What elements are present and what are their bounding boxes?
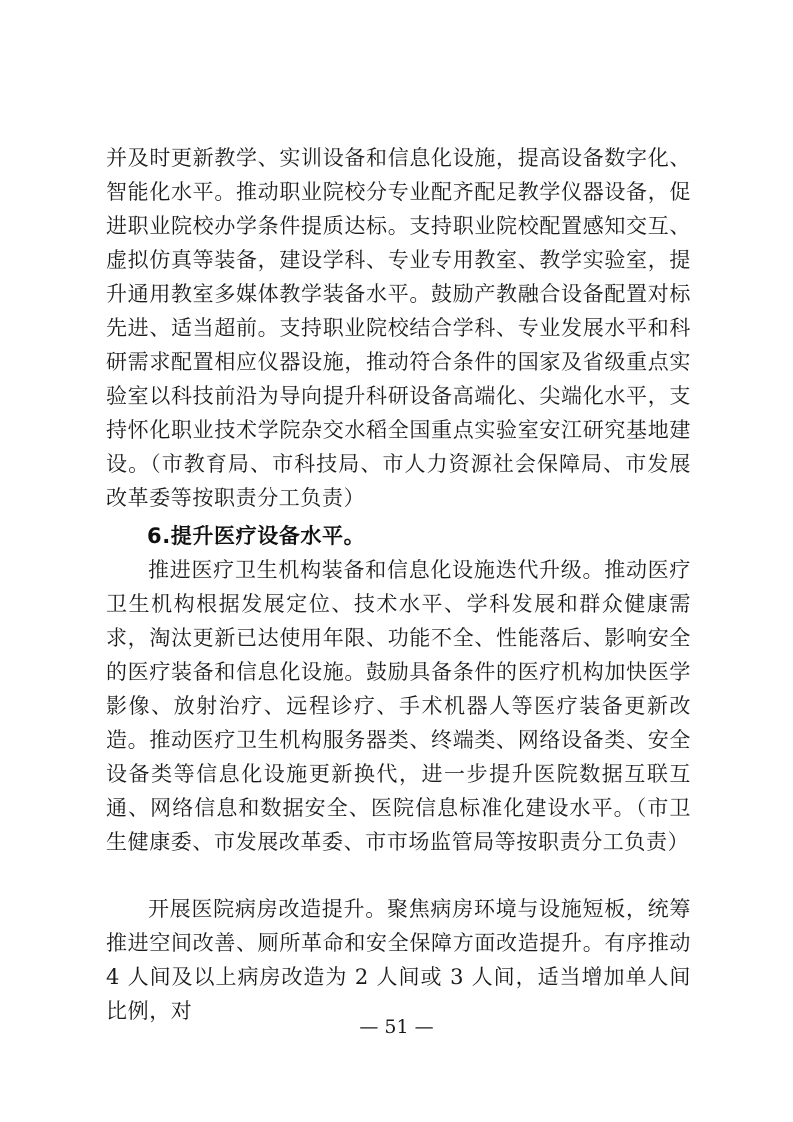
ward-renovation-paragraph: 开展医院病房改造提升。聚焦病房环境与设施短板，统筹推进空间改善、厕所革命和安全保障方面改造提升。有序推动 4 人间及以上病房改造为 2 人间或 3 人间，适当增加单人间比例，对 <box>106 897 691 1023</box>
section-heading: 6.提升医疗设备水平。 <box>147 524 366 548</box>
medical-equipment-paragraph: 推进医疗卫生机构装备和信息化设施迭代升级。推动医疗卫生机构根据发展定位、技术水平、学科发展和群众健康需求，淘汰更新已达使用年限、功能不全、性能落后、影响安全的医疗装备和信息化设施。鼓励具备条件的医疗机构加快医学影像、放射治疗、远程诊疗、手术机器人等医疗装备更新改造。推动医疗卫生机构服务器类、终端类、网络设备类、安全设备类等信息化设施更新换代，进一步提升医院数据互联互通、网络信息和数据安全、医院信息标准化建设水平。（市卫生健康委、市发展改革委、市市场监管局等按职责分工负责） <box>106 558 691 854</box>
continued-paragraph: 并及时更新教学、实训设备和信息化设施，提高设备数字化、智能化水平。推动职业院校分专业配齐配足教学仪器设备，促进职业院校办学条件提质达标。支持职业院校配置感知交互、虚拟仿真等装备，建设学科、专业专用教室、教学实验室，提升通用教室多媒体教学装备水平。鼓励产教融合设备配置对标先进、适当超前。支持职业院校结合学科、专业发展水平和科研需求配置相应仪器设施，推动符合条件的国家及省级重点实验室以科技前沿为导向提升科研设备高端化、尖端化水平，支持怀化职业技术学院杂交水稻全国重点实验室安江研究基地建设。（市教育局、市科技局、市人力资源社会保障局、市发展改革委等按职责分工负责） <box>106 146 691 510</box>
page-number: — 51 — <box>359 1016 434 1038</box>
